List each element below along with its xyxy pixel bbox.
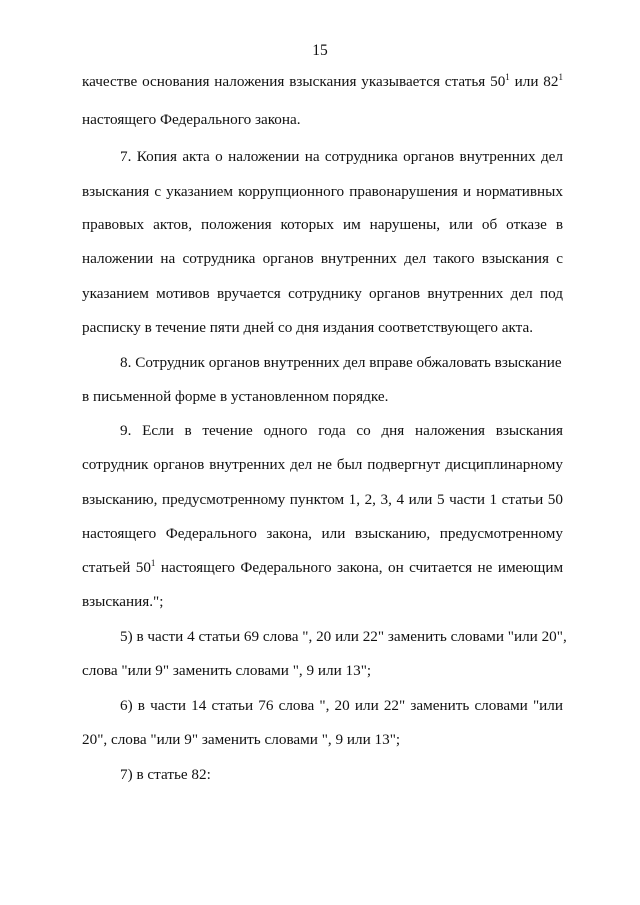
text-line: наложении на сотрудника органов внутренних дел такого взыскания с	[82, 250, 563, 267]
text-line: взыскания.";	[82, 593, 164, 610]
text-line	[82, 72, 563, 92]
text-line: 6) в части 14 статьи 76 слова ", 20 или 22" заменить словами "или	[120, 697, 563, 714]
text-line: настоящего Федерального закона.	[82, 111, 301, 128]
text-line: указанием мотивов вручается сотруднику органов внутренних дел под	[82, 285, 563, 302]
text-line: взыскания с указанием коррупционного правонарушения и нормативных	[82, 183, 563, 200]
text-line	[82, 558, 563, 578]
text-line: 8. Сотрудник органов внутренних дел вправе обжаловать взыскание	[120, 354, 562, 371]
text-segment: статьей 50	[82, 559, 151, 576]
text-segment: он	[387, 559, 404, 576]
text-line: настоящего Федерального закона, или взысканию, предусмотренному	[82, 525, 563, 542]
text-line: правовых актов, положения которых им нарушены, или об отказе в	[82, 216, 563, 233]
text-line: 5) в части 4 статьи 69 слова ", 20 или 22" заменить словами "или 20",	[120, 628, 567, 645]
text-line: 7) в статье 82:	[120, 766, 211, 783]
page-number: 15	[312, 42, 328, 59]
text-segment: настоящего	[160, 559, 236, 576]
text-line: сотрудник органов внутренних дел не был подвергнут дисциплинарному	[82, 456, 563, 473]
superscript: 1	[150, 558, 156, 568]
superscript: 1	[505, 72, 510, 82]
text-segment: Федерального	[240, 559, 332, 576]
text-segment: закона,	[336, 559, 383, 576]
text-line: расписку в течение пяти дней со дня издания соответствующего акта.	[82, 319, 534, 336]
superscript: 1	[558, 72, 563, 82]
text-line: слова "или 9" заменить словами ", 9 или 13";	[82, 662, 372, 679]
text-line: взысканию, предусмотренному пунктом 1, 2, 3, 4 или 5 части 1 статьи 50	[82, 491, 563, 508]
text-line: в письменной форме в установленном порядке.	[82, 388, 389, 405]
text-segment: качестве основания наложения взыскания указывается статья 50	[82, 73, 506, 90]
text-segment: или 82	[514, 73, 559, 90]
text-segment: считается	[409, 559, 473, 576]
text-line: 7. Копия акта о наложении на сотрудника органов внутренних дел	[120, 148, 563, 165]
text-segment: не	[477, 559, 493, 576]
text-line: 9. Если в течение одного года со дня наложения взыскания	[120, 422, 563, 439]
text-line: 20", слова "или 9" заменить словами ", 9 или 13";	[82, 731, 401, 748]
text-segment: имеющим	[497, 559, 564, 576]
